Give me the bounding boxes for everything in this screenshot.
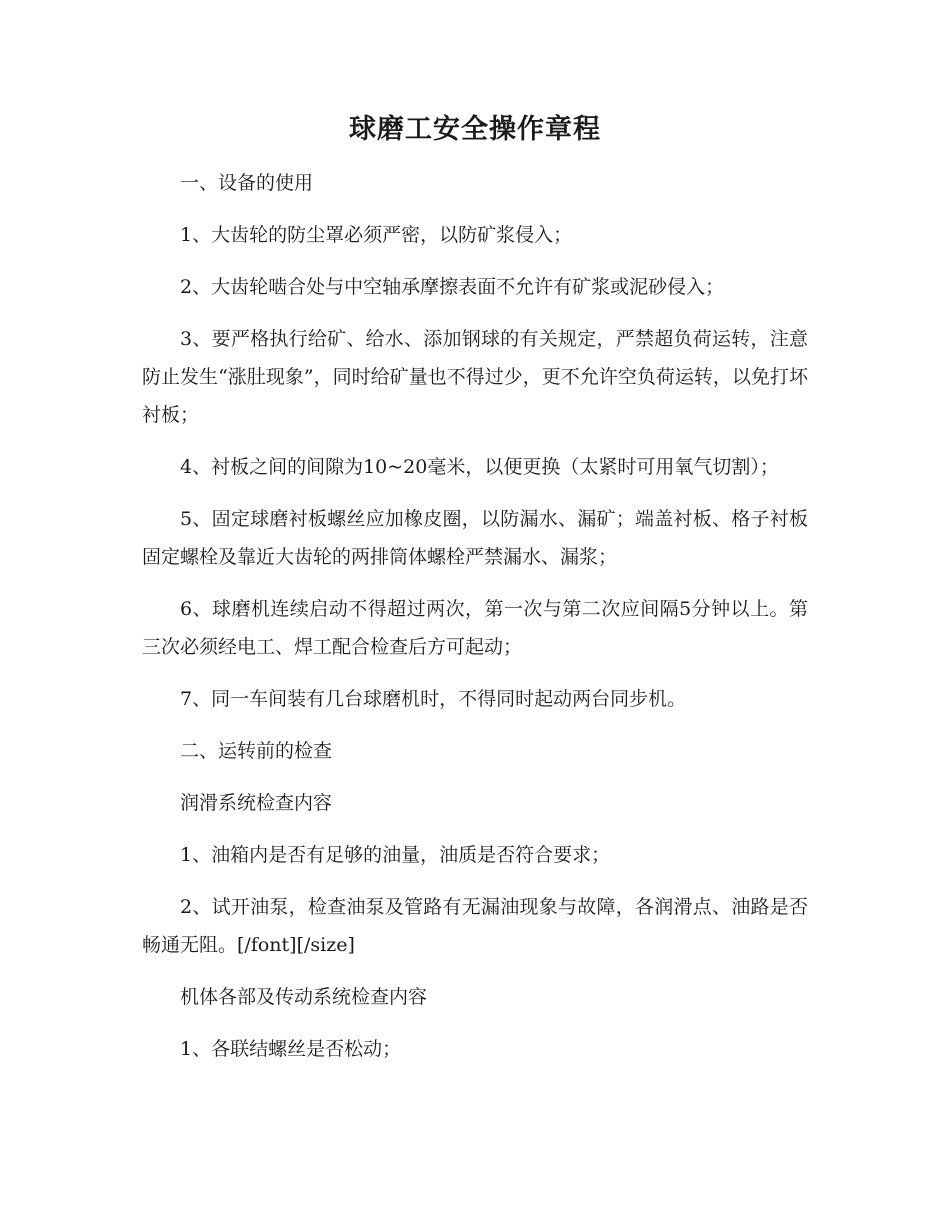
section-heading-equipment-use: 一、设备的使用	[180, 172, 314, 194]
paragraph-item: 3、要严格执行给矿、给水、添加钢球的有关规定，严禁超负荷运转，注意防止发生“涨肚现象”，同时给矿量也不得过少，更不允许空负荷运转，以免打坏衬板；	[142, 328, 808, 426]
paragraph-item: 7、同一车间装有几台球磨机时，不得同时起动两台同步机。	[180, 688, 687, 710]
paragraph-item: 4、衬板之间的间隙为10~20毫米，以便更换（太紧时可用氧气切割）；	[180, 456, 779, 478]
paragraph-item: 1、各联结螺丝是否松动；	[180, 1038, 402, 1060]
paragraph-item: 2、大齿轮啮合处与中空轴承摩擦表面不允许有矿浆或泥砂侵入；	[180, 276, 725, 298]
subsection-heading-lubrication: 润滑系统检查内容	[180, 792, 333, 814]
subsection-heading-machine-drive: 机体各部及传动系统检查内容	[180, 986, 428, 1008]
section-heading-pre-run-check: 二、运转前的检查	[180, 740, 333, 762]
paragraph-item: 6、球磨机连续启动不得超过两次，第一次与第二次应间隔5分钟以上。第三次必须经电工、焊工配合检查后方可起动；	[142, 598, 808, 658]
paragraph-item: 5、固定球磨衬板螺丝应加橡皮圈，以防漏水、漏矿；端盖衬板、格子衬板固定螺栓及靠近大齿轮的两排筒体螺栓严禁漏水、漏浆；	[142, 508, 808, 568]
paragraph-item: 1、大齿轮的防尘罩必须严密，以防矿浆侵入；	[180, 224, 573, 246]
paragraph-item: 2、试开油泵，检查油泵及管路有无漏油现象与故障，各润滑点、油路是否畅通无阻。[/font][/size]	[142, 896, 808, 956]
document-title: 球磨工安全操作章程	[349, 114, 601, 145]
paragraph-item: 1、油箱内是否有足够的油量，油质是否符合要求；	[180, 844, 611, 866]
